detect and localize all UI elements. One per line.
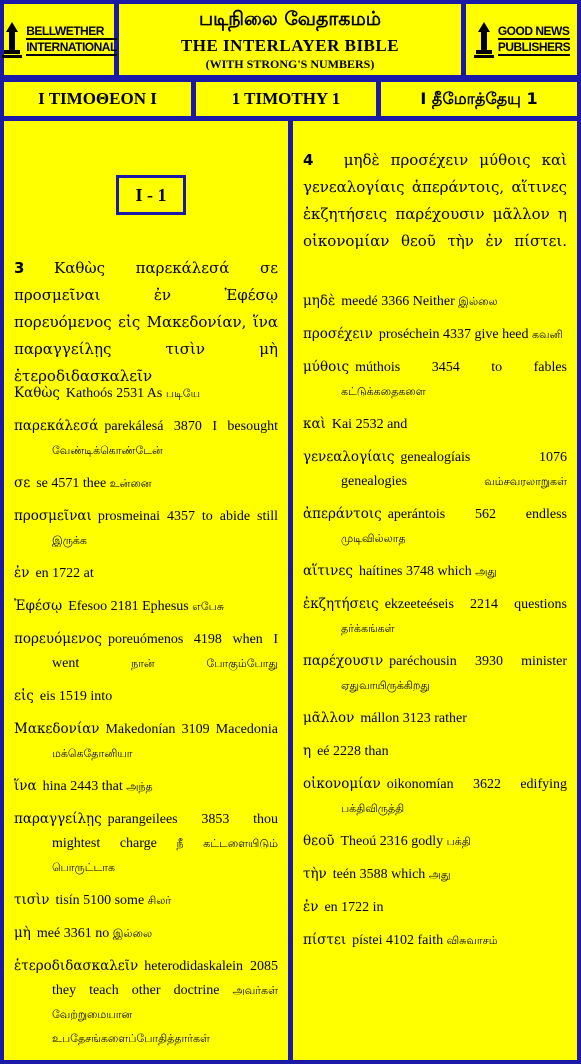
gloss: tisín 5100 some — [55, 893, 145, 908]
gloss: teén 3588 which — [332, 867, 426, 882]
tamil-gloss: அது — [428, 868, 451, 881]
title-english: THE INTERLAYER BIBLE — [180, 36, 400, 55]
gloss: Makedonían 3109 Macedonia — [105, 722, 278, 737]
word-entry — [14, 684, 278, 709]
gloss: pístei 4102 faith — [352, 933, 444, 948]
subtitle: (WITH STRONG'S NUMBERS) — [205, 57, 375, 71]
word-entry — [303, 739, 567, 764]
word-entry — [303, 412, 567, 437]
gloss: oikonomían 3622 edifying — [386, 777, 567, 792]
gloss: Kathoós 2531 As — [65, 386, 163, 401]
greek-word: καὶ — [303, 416, 326, 432]
bellwether-logo — [4, 4, 117, 75]
chapter-label: I - 1 — [116, 175, 186, 215]
gloss: meé 3361 no — [36, 926, 110, 941]
tamil-gloss: பக்தி — [446, 835, 471, 848]
greek-word: ἐν — [14, 565, 30, 581]
greek-word: εἰς — [14, 688, 34, 704]
gloss: paréchousin 3930 minister — [389, 654, 567, 669]
book-title-english: 1 TIMOTHY 1 — [196, 82, 376, 116]
greek-word: μὴ — [14, 925, 31, 941]
tamil-gloss: வம்சவரலாறுகள் — [484, 475, 567, 488]
gloss: parangeilees 3853 thou mightest charge — [52, 812, 278, 851]
word-entry — [14, 954, 278, 1051]
right-column — [293, 121, 577, 1060]
word-entry — [14, 774, 278, 799]
greek-word: προσμεῖναι — [14, 508, 92, 524]
word-entry — [303, 502, 567, 551]
gloss: proséchein 4337 give heed — [378, 327, 529, 342]
word-entry — [14, 504, 278, 553]
gloss: meedé 3366 Neither — [341, 294, 455, 309]
tamil-gloss: எபேசு — [192, 600, 224, 613]
greek-word: γενεαλογίαις — [303, 449, 395, 465]
book-title-greek: Ι ΤΙΜΟΘΕΟΝ Ι — [4, 82, 191, 116]
word-entry — [14, 717, 278, 766]
tamil-gloss: கவனி — [532, 328, 563, 341]
greek-word: παρεκάλεσά — [14, 418, 99, 434]
greek-word: ἑτεροδιδασκαλεῖν — [14, 958, 139, 974]
verse-4 — [303, 147, 567, 255]
tamil-gloss: வேண்டிக்கொண்டேன் — [52, 444, 163, 457]
tamil-gloss: இருக்க — [52, 534, 87, 547]
tamil-gloss: அது — [475, 565, 497, 578]
gloss: eis 1519 into — [39, 689, 113, 704]
gloss: genealogíais 1076 genealogies — [341, 450, 567, 489]
word-list-left — [14, 381, 278, 1059]
gloss: poreuómenos 4198 when I went — [52, 632, 278, 671]
gloss: haítines 3748 which — [358, 564, 472, 579]
word-entry — [303, 829, 567, 854]
logo-right-line-2: PUBLISHERS — [497, 39, 571, 54]
word-entry — [303, 445, 567, 494]
greek-word: Ἐφέσῳ — [14, 598, 63, 614]
word-list-right — [303, 289, 567, 961]
lamp-icon — [473, 20, 495, 60]
word-entry — [303, 289, 567, 314]
lamp-icon — [1, 20, 23, 60]
word-entry — [14, 807, 278, 880]
greek-word: θεοῦ — [303, 833, 335, 849]
tamil-gloss: அவர்கள் வேற்றுமையான உபதேசங்களைப்போதித்தார்கள் — [52, 984, 278, 1045]
greek-word: πορευόμενος — [14, 631, 102, 647]
gloss: mállon 3123 rather — [360, 711, 467, 726]
word-entry — [303, 592, 567, 641]
verse-3 — [14, 255, 278, 390]
tamil-gloss: உன்னை — [109, 477, 152, 490]
gloss: ekzeeteéseis 2214 questions — [384, 597, 567, 612]
gloss: Kai 2532 and — [331, 417, 408, 432]
word-entry — [303, 355, 567, 404]
greek-word: ἵνα — [14, 778, 37, 794]
gloss: hina 2443 that — [42, 779, 123, 794]
greek-word: Καθὼς — [14, 385, 60, 401]
word-entry — [14, 594, 278, 619]
word-entry — [14, 627, 278, 676]
greek-word: παραγγείλῃς — [14, 811, 102, 827]
word-entry — [14, 414, 278, 463]
gloss: Efesoo 2181 Ephesus — [68, 599, 189, 614]
greek-word: ἐκζητήσεις — [303, 596, 379, 612]
tamil-gloss: தர்க்கங்கள் — [341, 622, 395, 635]
gloss: parekálesá 3870 I besought — [104, 419, 278, 434]
tamil-gloss: மக்கெதோனியா — [52, 747, 133, 760]
word-entry — [14, 561, 278, 586]
word-entry — [14, 888, 278, 913]
word-entry — [14, 471, 278, 496]
left-column — [4, 121, 288, 1060]
gloss: aperántois 562 endless — [387, 507, 567, 522]
gloss: múthois 3454 to fables — [355, 360, 567, 375]
verse-number: 3 — [14, 259, 25, 277]
tamil-gloss: சிலர் — [147, 894, 172, 907]
tamil-gloss: நான் போகும்போது — [131, 657, 278, 670]
greek-word: ἀπεράντοις — [303, 506, 382, 522]
word-entry — [303, 928, 567, 953]
greek-word: τὴν — [303, 866, 327, 882]
gloss: Theoú 2316 godly — [340, 834, 444, 849]
word-entry — [14, 381, 278, 406]
greek-word: οἰκονομίαν — [303, 776, 381, 792]
good-news-logo — [466, 4, 577, 75]
word-entry — [303, 706, 567, 731]
logo-left-line-1: BELLWETHER — [26, 24, 117, 40]
greek-word: μηδὲ — [303, 293, 336, 309]
greek-word: παρέχουσιν — [303, 653, 384, 669]
tamil-gloss: இல்லை — [458, 295, 498, 308]
gloss: en 1722 at — [35, 566, 94, 581]
title-block — [119, 4, 461, 75]
greek-word: σε — [14, 475, 31, 491]
tamil-gloss: நீ கட்டளையிடும் பொருட்டாக — [52, 837, 278, 874]
tamil-gloss: முடிவில்லாத — [341, 532, 406, 545]
tamil-gloss: அந்த — [126, 780, 153, 793]
word-entry — [303, 322, 567, 347]
greek-word: μύθοις — [303, 359, 350, 375]
logo-left-line-2: INTERNATIONAL — [26, 39, 117, 54]
book-title-tamil: I தீமோத்தேயு 1 — [381, 82, 577, 116]
verse-text: Καθὼς παρεκάλεσά σε προσμεῖναι ἐν Ἐφέσῳ πορευόμενος εἰς Μακεδονίαν, ἵνα παραγγείλῃς τισὶν μὴ ἑτεροδιδασκαλεῖν — [14, 259, 278, 385]
greek-word: ἐν — [303, 899, 319, 915]
greek-word: Μακεδονίαν — [14, 721, 100, 737]
gloss: heterodidaskalein 2085 they teach other doctrine — [52, 959, 278, 998]
tamil-gloss: இல்லை — [112, 927, 153, 940]
verse-text: μηδὲ προσέχειν μύθοις καὶ γενεαλογίαις ἀπεράντοις, αἵτινες ἐκζητήσεις παρέχουσιν μᾶλλον η οἰκονομίαν θεοῦ τὴν ἐν πίστει. — [303, 151, 568, 250]
greek-word: μᾶλλον — [303, 710, 355, 726]
greek-word: πίστει — [303, 932, 347, 948]
verse-number: 4 — [303, 151, 314, 169]
word-entry — [303, 895, 567, 920]
tamil-gloss: படியே — [165, 387, 201, 400]
tamil-gloss: ஏதுவாயிருக்கிறது — [341, 679, 430, 692]
gloss: en 1722 in — [324, 900, 384, 915]
greek-word: αἵτινες — [303, 563, 353, 579]
logo-right-line-1: GOOD NEWS — [497, 23, 570, 38]
word-entry — [14, 921, 278, 946]
tamil-gloss: கட்டுக்கதைகளை — [341, 385, 426, 398]
greek-word: προσέχειν — [303, 326, 373, 342]
gloss: eé 2228 than — [317, 744, 389, 759]
greek-word: τισὶν — [14, 892, 50, 908]
greek-word: η — [303, 743, 312, 759]
word-entry — [303, 559, 567, 584]
title-tamil: படிநிலை வேதாகமம் — [198, 8, 382, 30]
word-entry — [303, 862, 567, 887]
tamil-gloss: பக்திவிருத்தி — [341, 802, 405, 815]
tamil-gloss: விசுவாசம் — [446, 934, 498, 947]
gloss: prosmeinai 4357 to abide still — [97, 509, 278, 524]
word-entry — [303, 649, 567, 698]
word-entry — [303, 772, 567, 821]
gloss: se 4571 thee — [36, 476, 107, 491]
